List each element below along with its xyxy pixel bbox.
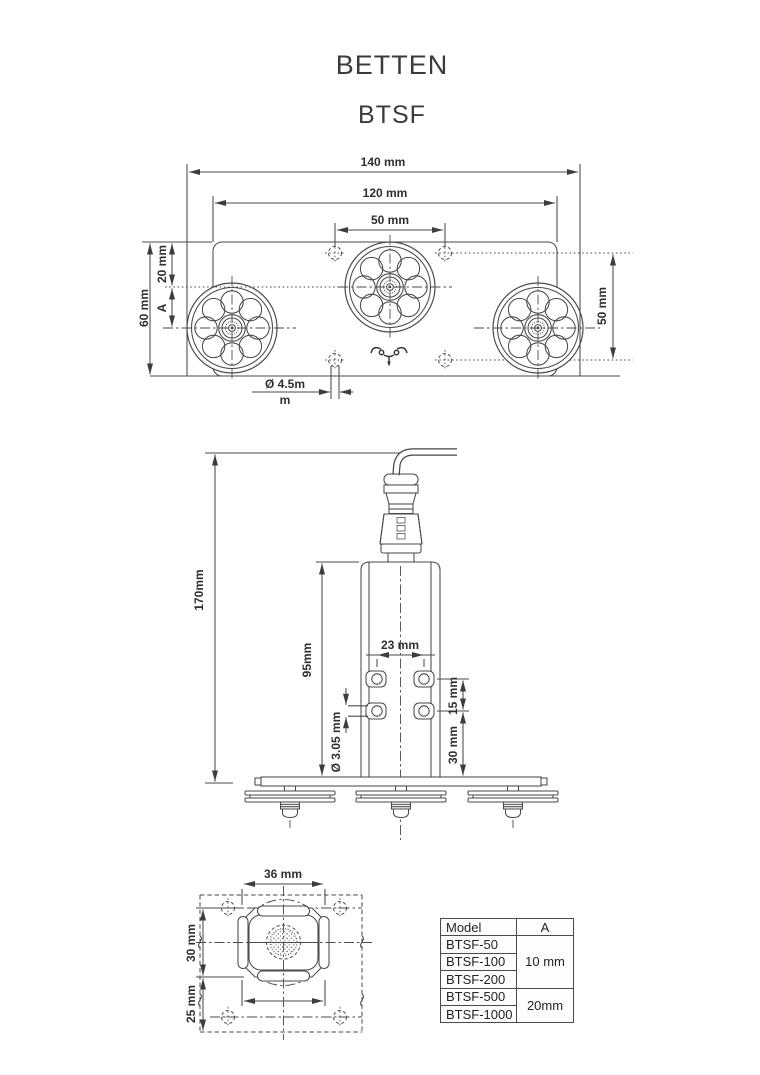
a-value-cell: 10 mm [517, 936, 574, 988]
connector-plug [380, 474, 422, 562]
base-wheels-side [245, 786, 558, 828]
table-row [441, 936, 574, 953]
dim-hole-diameter-label-2: m [279, 393, 291, 407]
dim-lug-to-base-label: 30 mm [446, 725, 460, 765]
side-view [192, 452, 558, 840]
dim-lug-row-gap [437, 677, 469, 715]
bottom-view [184, 867, 372, 1040]
dim-lower-height-label: 25 mm [184, 984, 198, 1024]
model-series-title: BTSF [358, 101, 426, 129]
dim-hole-spacing-v-label: 50 mm [595, 286, 609, 326]
dim-hole-spacing-v [595, 255, 613, 359]
model-cell: BTSF-100 [441, 953, 517, 970]
dim-flange-width-label: 36 mm [263, 867, 303, 881]
spec-table-container [440, 918, 574, 1023]
dim-overall-width-label: 140 mm [360, 155, 406, 169]
dim-lug-hole-diameter-label: Ø 3.05 mm [329, 711, 343, 773]
dim-variable-offset-label: A [155, 303, 169, 313]
dim-body-height-label: 95mm [300, 642, 314, 678]
dim-plate-width-label: 120 mm [362, 186, 408, 200]
model-cell: BTSF-500 [441, 988, 517, 1005]
model-cell: BTSF-50 [441, 936, 517, 953]
dim-variable-offset [155, 289, 172, 327]
sensor-cable [396, 452, 457, 475]
spec-table [440, 918, 574, 1023]
dim-lug-to-base [446, 713, 463, 776]
table-row [441, 988, 574, 1005]
dim-hole-spacing-h-label: 50 mm [370, 213, 410, 227]
dim-plate-height-label: 60 mm [137, 288, 151, 328]
spec-header-model: Model [441, 919, 517, 936]
model-cell: BTSF-200 [441, 971, 517, 988]
top-view [137, 155, 633, 407]
dim-overall-width [189, 155, 578, 172]
dim-center-offset-label: 20 mm [155, 244, 169, 284]
dim-hole-diameter-label-1: Ø 4.5m [264, 377, 306, 391]
dim-upper-height-label: 30 mm [184, 923, 198, 963]
spec-header-a: A [517, 919, 574, 936]
spec-table-header-row [441, 919, 574, 936]
product-title: BETTEN [335, 50, 449, 80]
base-plate [255, 777, 547, 786]
model-cell: BTSF-1000 [441, 1005, 517, 1022]
dim-overall-height-label: 170mm [192, 569, 206, 611]
dim-lug-hole-spacing-label: 23 mm [380, 638, 420, 652]
dim-center-offset [155, 244, 172, 286]
dim-lug-row-gap-label: 15 mm [446, 676, 460, 716]
a-value-cell: 20mm [517, 988, 574, 1023]
